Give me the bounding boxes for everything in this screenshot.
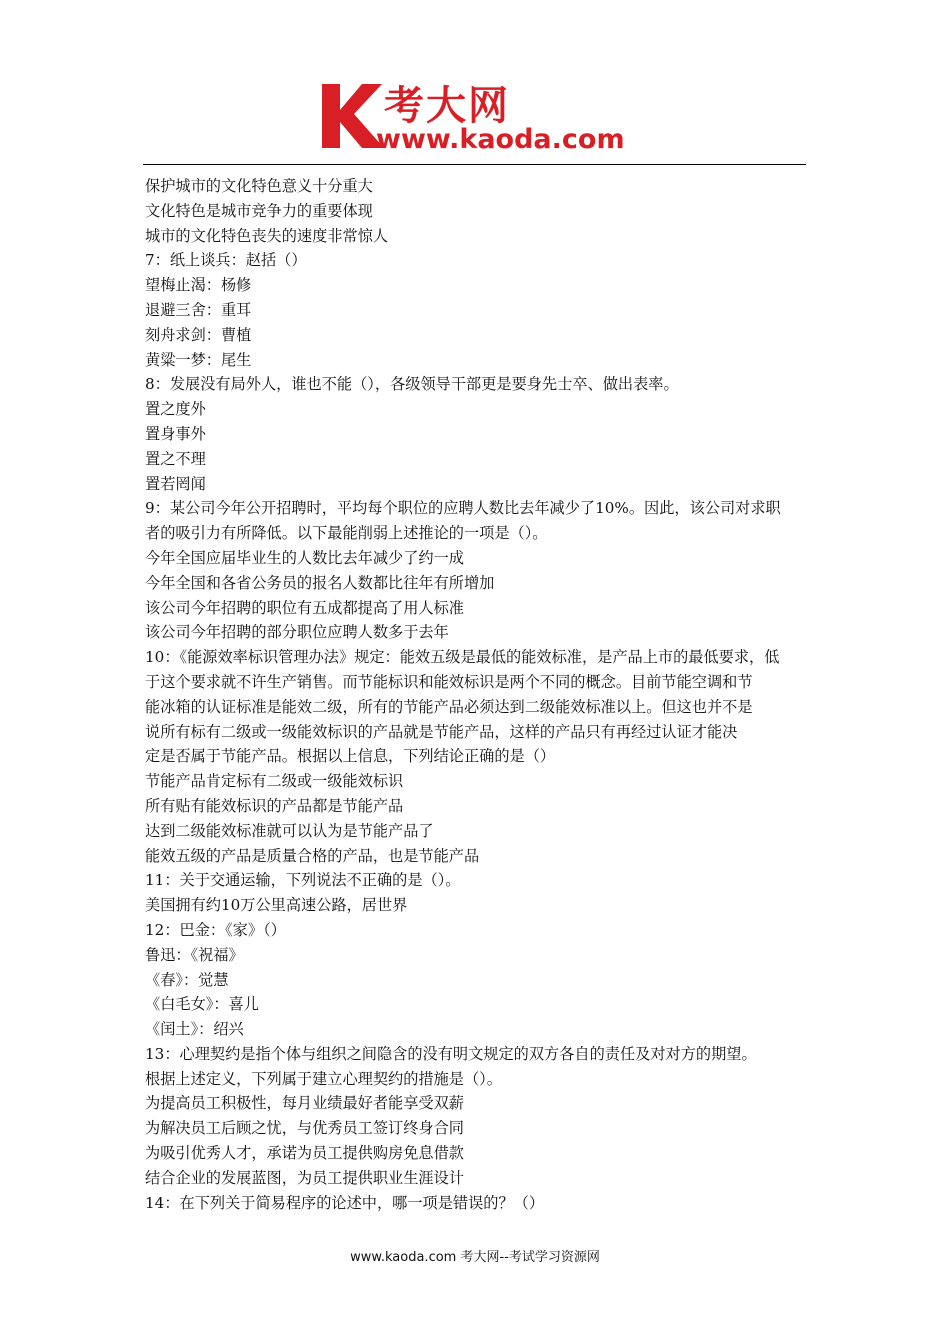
text-line: 置之不理 — [145, 449, 206, 468]
text-line: 能效五级的产品是质量合格的产品，也是节能产品 — [145, 846, 480, 865]
text-line: 望梅止渴：杨修 — [145, 276, 252, 295]
text-line: 《春》：觉慧 — [145, 970, 229, 989]
text-line: 美国拥有约10万公里高速公路，居世界 — [145, 896, 408, 915]
text-line: 节能产品肯定标有二级或一级能效标识 — [145, 772, 404, 791]
text-line: 能冰箱的认证标准是能效二级，所有的节能产品必须达到二级能效标准以上。但这也并不是 — [145, 697, 753, 716]
text-line: 者的吸引力有所降低。以下最能削弱上述推论的一项是（）。 — [145, 524, 548, 543]
text-line: 《白毛女》：喜儿 — [145, 995, 259, 1014]
text-line: 结合企业的发展蓝图，为员工提供职业生涯设计 — [145, 1168, 464, 1187]
text-line: 8：发展没有局外人，谁也不能（），各级领导干部更是要身先士卒、做出表率。 — [145, 375, 679, 394]
text-line: 根据上述定义，下列属于建立心理契约的措施是（）。 — [145, 1069, 502, 1088]
text-line: 刻舟求剑：曹植 — [145, 325, 252, 344]
logo-url-text: www.kaoda.com — [376, 124, 625, 155]
text-line: 该公司今年招聘的部分职位应聘人数多于去年 — [145, 623, 449, 642]
text-line: 该公司今年招聘的职位有五成都提高了用人标准 — [145, 598, 464, 617]
text-line: 今年全国应届毕业生的人数比去年减少了约一成 — [145, 548, 464, 567]
text-line: 14：在下列关于简易程序的论述中，哪一项是错误的？（） — [145, 1193, 545, 1212]
document-body — [145, 174, 807, 1215]
site-logo[interactable] — [318, 80, 648, 160]
text-line: 10：《能源效率标识管理办法》规定：能效五级是最低的能效标准，是产品上市的最低要求，低 — [145, 648, 780, 667]
text-line: 9：某公司今年公开招聘时，平均每个职位的应聘人数比去年减少了10%。因此，该公司对求职 — [145, 499, 781, 518]
text-line: 保护城市的文化特色意义十分重大 — [145, 177, 373, 195]
text-line: 所有贴有能效标识的产品都是节能产品 — [145, 796, 404, 815]
logo-cn-text: 考大网 — [384, 83, 510, 129]
text-line: 退避三舍：重耳 — [145, 300, 252, 319]
text-line: 为解决员工后顾之忧，与优秀员工签订终身合同 — [145, 1119, 464, 1138]
text-line: 说所有标有二级或一级能效标识的产品就是节能产品，这样的产品只有再经过认证才能决 — [145, 722, 738, 741]
text-line: 12：巴金：《家》（） — [145, 920, 286, 939]
text-line: 于这个要求就不许生产销售。而节能标识和能效标识是两个不同的概念。目前节能空调和节 — [145, 672, 753, 691]
text-line: 置之度外 — [145, 400, 206, 419]
text-line: 定是否属于节能产品。根据以上信息，下列结论正确的是（） — [145, 747, 556, 766]
text-line: 城市的文化特色丧失的速度非常惊人 — [145, 226, 388, 245]
page-footer: www.kaoda.com 考大网--考试学习资源网 — [350, 1250, 600, 1265]
text-line: 7：纸上谈兵：赵括（） — [145, 251, 307, 270]
text-line: 文化特色是城市竞争力的重要体现 — [145, 201, 373, 220]
text-line: 鲁迅：《祝福》 — [145, 945, 244, 964]
text-line: 13：心理契约是指个体与组织之间隐含的没有明文规定的双方各自的责任及对对方的期望。 — [145, 1044, 757, 1063]
text-line: 置身事外 — [145, 424, 206, 443]
text-line: 《闰土》：绍兴 — [145, 1020, 244, 1039]
text-line: 置若罔闻 — [145, 474, 206, 493]
text-line: 11：关于交通运输，下列说法不正确的是（）。 — [145, 871, 461, 890]
text-line: 达到二级能效标准就可以认为是节能产品了 — [145, 821, 434, 840]
text-line: 为提高员工积极性，每月业绩最好者能享受双薪 — [145, 1094, 464, 1113]
text-line: 为吸引优秀人才，承诺为员工提供购房免息借款 — [145, 1144, 464, 1163]
text-line: 今年全国和各省公务员的报名人数都比往年有所增加 — [145, 573, 495, 592]
text-line: 黄粱一梦：尾生 — [145, 350, 252, 369]
header-divider — [143, 164, 806, 165]
